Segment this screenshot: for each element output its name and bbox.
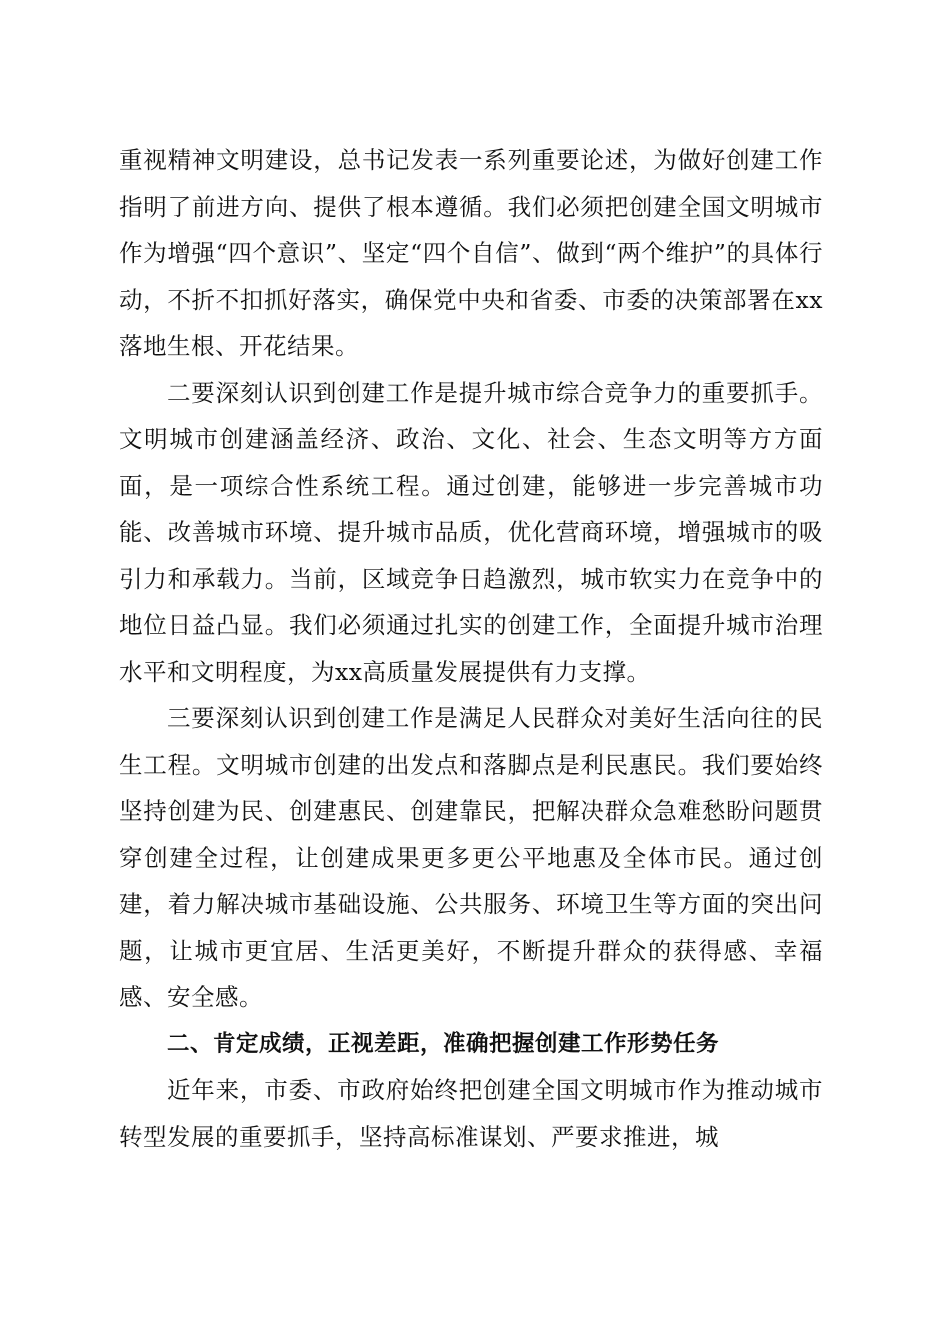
paragraph-point-three: 三要深刻认识到创建工作是满足人民群众对美好生活向往的民生工程。文明城市创建的出发点和落脚点是利民惠民。我们要始终坚持创建为民、创建惠民、创建靠民，把解决群众急难愁盼问题贯穿创建全过程，让创建成果更多更公平地惠及全体市民。通过创建，着力解决城市基础设施、公共服务、环境卫生等方面的突出问题，让城市更宜居、生活更美好，不断提升群众的获得感、幸福感、安全感。: [119, 704, 823, 1011]
paragraph-point-two: 二要深刻认识到创建工作是提升城市综合竞争力的重要抓手。文明城市创建涵盖经济、政治、文化、社会、生态文明等方方面面，是一项综合性系统工程。通过创建，能够进一步完善城市功能、改善城市环境、提升城市品质，优化营商环境，增强城市的吸引力和承载力。当前，区域竞争日趋激烈，城市软实力在竞争中的地位日益凸显。我们必须通过扎实的创建工作，全面提升城市治理水平和文明程度，为xx高质量发展提供有力支撑。: [119, 378, 823, 686]
section-heading: 二、肯定成绩，正视差距，准确把握创建工作形势任务: [167, 1030, 720, 1057]
document-page: [119, 137, 823, 1160]
paragraph-section-intro: 近年来，市委、市政府始终把创建全国文明城市作为推动城市转型发展的重要抓手，坚持高标准谋划、严要求推进，城: [119, 1076, 823, 1151]
paragraph-continuation: 重视精神文明建设，总书记发表一系列重要论述，为做好创建工作指明了前进方向、提供了根本遵循。我们必须把创建全国文明城市作为增强“四个意识”、坚定“四个自信”、做到“两个维护”的具体行动，不折不扣抓好落实，确保党中央和省委、市委的决策部署在xx落地生根、开花结果。: [119, 146, 823, 360]
